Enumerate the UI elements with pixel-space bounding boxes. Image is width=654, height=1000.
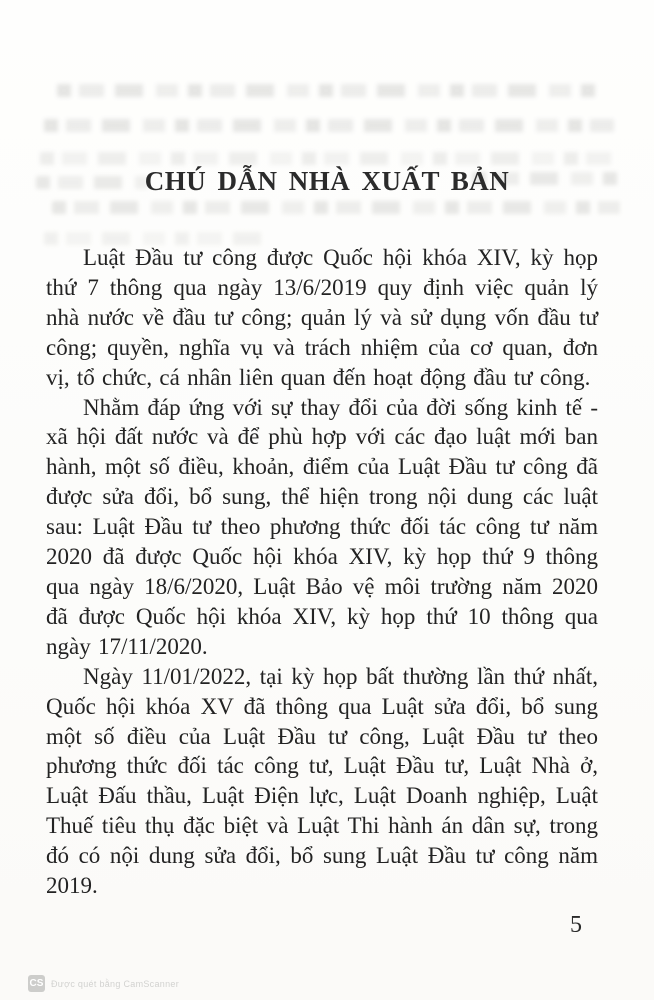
- paragraph-3: Ngày 11/01/2022, tại kỳ họp bất thường lần thứ nhất, Quốc hội khóa XV đã thông qua Luật sửa đổi, bổ sung một số điều của Luật Đầu tư công, Luật Đầu tư theo phương thức đối tác công tư, Luật Đầu tư, Luật Nhà ở, Luật Đấu thầu, Luật Điện lực, Luật Doanh nghiệp, Luật Thuế tiêu thụ đặc biệt và Luật Thi hành án dân sự, trong đó có nội dung sửa đổi, bổ sung Luật Đầu tư công năm 2019.: [46, 663, 598, 899]
- bleedthrough-text: [40, 152, 615, 165]
- camscanner-logo-icon: CS: [28, 975, 45, 992]
- bleedthrough-text: [52, 201, 620, 214]
- body-text: [46, 243, 598, 901]
- page-number: 5: [570, 912, 582, 938]
- paragraph-1: Luật Đầu tư công được Quốc hội khóa XIV, kỳ họp thứ 7 thông qua ngày 13/6/2019 quy định việc quản lý nhà nước về đầu tư công; quản lý và sử dụng vốn đầu tư công; quyền, nghĩa vụ và trách nhiệm của cơ quan, đơn vị, tổ chức, cá nhân liên quan đến hoạt động đầu tư công.: [46, 245, 598, 390]
- camscanner-watermark: [28, 975, 179, 992]
- page-title: CHÚ DẪN NHÀ XUẤT BẢN: [144, 166, 510, 196]
- bleedthrough-text: [44, 119, 614, 132]
- paragraph-2: Nhằm đáp ứng với sự thay đổi của đời sống kinh tế - xã hội đất nước và để phù hợp với các đạo luật mới ban hành, một số điều, khoản, điểm của Luật Đầu tư công đã được sửa đổi, bổ sung, thể hiện trong nội dung các luật sau: Luật Đầu tư theo phương thức đối tác công tư năm 2020 đã được Quốc hội khóa XIV, kỳ họp thứ 9 thông qua ngày 18/6/2020, Luật Bảo vệ môi trường năm 2020 đã được Quốc hội khóa XIV, kỳ họp thứ 10 thông qua ngày 17/11/2020.: [46, 394, 598, 659]
- bleedthrough-text: [57, 84, 602, 97]
- camscanner-text: Được quét bằng CamScanner: [51, 978, 179, 989]
